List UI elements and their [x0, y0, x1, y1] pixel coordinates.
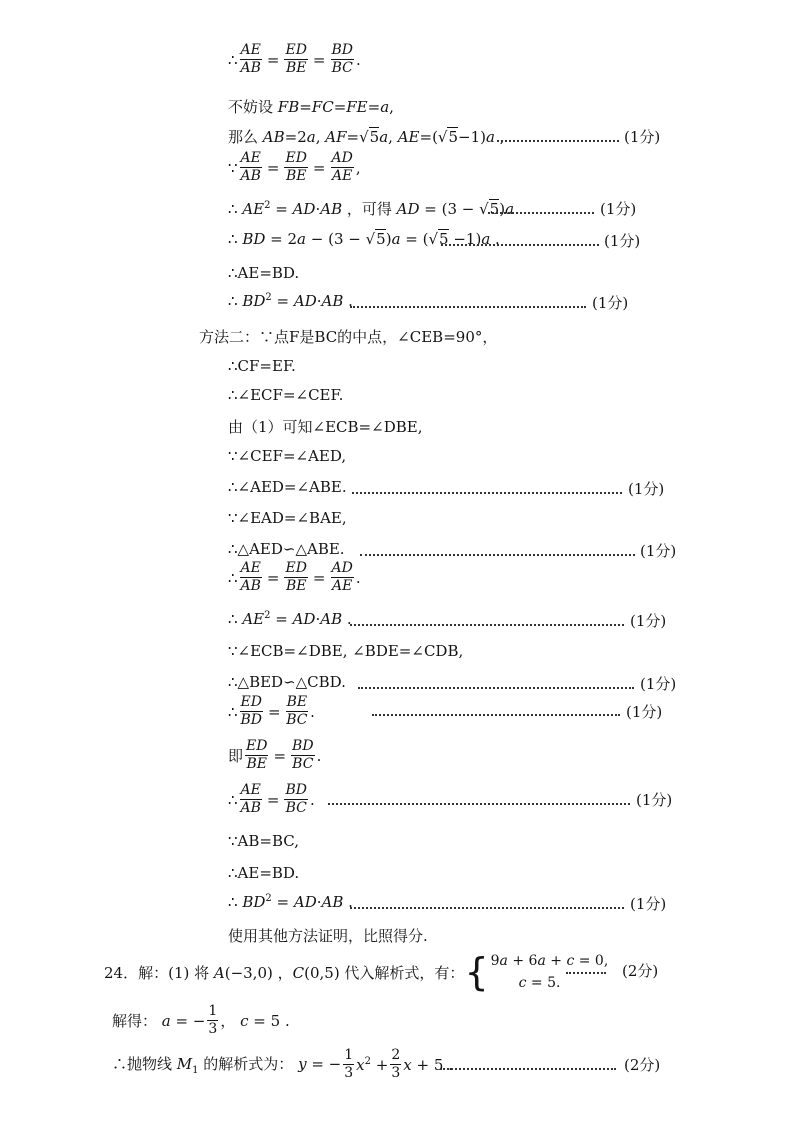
score-label: (2分)	[622, 962, 659, 980]
proof-line-19: ∵∠ECB=∠DBE, ∠BDE=∠CDB,	[228, 642, 464, 660]
score-label: (1分)	[640, 675, 677, 693]
score-leader	[488, 212, 594, 214]
proof-line-10: ∴CF=EF.	[228, 357, 296, 375]
question-24-line: 24．解：(1) 将 A(−3,0) ，C(0,5) 代入解析式，有： { 9a + 6a + c = 0, c = 5.	[104, 950, 609, 994]
score-leader	[441, 244, 599, 246]
score-label: (1分)	[630, 895, 667, 913]
score-label: (1分)	[624, 128, 661, 146]
proof-line-21: ∴ $\frac{ED}{BD}$ = $\frac{BE}{BC}$ .	[228, 694, 315, 728]
score-leader	[350, 306, 586, 308]
proof-line-13: ∵∠CEF=∠AED,	[228, 447, 347, 465]
proof-line-27: 使用其他方法证明，比照得分.	[228, 927, 428, 945]
score-leader	[440, 1068, 616, 1070]
proof-line-26: ∴ $BD^2 = AD\cdot AB$ .	[228, 893, 353, 911]
proof-line-17: ∴ $\frac{AE}{AB}$ = $\frac{ED}{BE}$ = $\frac{AD}{AE}$ .	[228, 560, 361, 594]
score-label: (1分)	[640, 542, 677, 560]
score-label: (1分)	[636, 791, 673, 809]
proof-line-15: ∵∠EAD=∠BAE,	[228, 509, 347, 527]
proof-line-25: ∴AE=BD.	[228, 864, 300, 882]
score-leader	[497, 140, 619, 142]
solution-line: 解得： a = − $\frac{1}{3}$ ， c = 5 .	[112, 1003, 290, 1037]
proof-line-20: ∴△BED∽△CBD.	[228, 673, 346, 691]
score-label: (1分)	[600, 200, 637, 218]
score-leader	[350, 624, 624, 626]
proof-line-14: ∴∠AED=∠ABE.	[228, 478, 347, 496]
proof-line-8: ∴ $BD^2 = AD\cdot AB$ .	[228, 292, 353, 310]
proof-line-23: ∴ $\frac{AE}{AB}$ = $\frac{BD}{BC}$ .	[228, 782, 315, 816]
score-label: (1分)	[604, 232, 641, 250]
proof-line-12: 由（1）可知∠ECB=∠DBE,	[228, 418, 423, 436]
score-leader	[328, 803, 630, 805]
proof-line-18: ∴ $AE^2 = AD\cdot AB$ .	[228, 610, 352, 628]
score-label: (2分)	[624, 1056, 661, 1074]
score-label: (1分)	[630, 612, 667, 630]
proof-line-6: ∴ BD = 2a − (3 − √5)a = (√5 −1)a .	[228, 230, 500, 248]
proof-line-5: ∴ $AE^2 = AD\cdot AB$ ，可得 AD = (3 − √5)a .	[228, 200, 524, 218]
parabola-line: ∴抛物线 $M_1$ 的解析式为： y = − $\frac{1}{3}$ $x^2$ + $\frac{2}{3}$ x + 5 .	[112, 1047, 453, 1081]
score-label: (1分)	[626, 703, 663, 721]
score-leader	[358, 687, 634, 689]
proof-line-1: ∴ $\frac{AE}{AB}$ = $\frac{ED}{BE}$ = $\frac{BD}{BC}$ .	[228, 42, 361, 76]
score-label: (1分)	[628, 480, 665, 498]
method-two-heading: 方法二：∵点F是BC的中点，∠CEB=90°，	[199, 328, 498, 346]
proof-line-4: ∵ $\frac{AE}{AB}$ = $\frac{ED}{BE}$ = $\frac{AD}{AE}$ ,	[228, 150, 361, 184]
score-leader	[350, 907, 624, 909]
proof-line-7: ∴AE=BD.	[228, 264, 300, 282]
proof-line-16: ∴△AED∽△ABE.	[228, 540, 345, 558]
proof-line-3: 那么 AB=2a, AF=√5a, AE=(√5−1)a ,	[228, 128, 505, 146]
score-leader	[566, 972, 606, 974]
proof-line-2: 不妨设 FB=FC=FE=a,	[228, 98, 394, 116]
score-label: (1分)	[592, 294, 629, 312]
proof-line-22: 即 $\frac{ED}{BE}$ = $\frac{BD}{BC}$ .	[228, 738, 322, 772]
proof-line-24: ∵AB=BC,	[228, 832, 299, 850]
score-leader	[360, 554, 635, 556]
proof-line-11: ∴∠ECF=∠CEF.	[228, 386, 344, 404]
score-leader	[372, 714, 620, 716]
score-leader	[352, 492, 622, 494]
